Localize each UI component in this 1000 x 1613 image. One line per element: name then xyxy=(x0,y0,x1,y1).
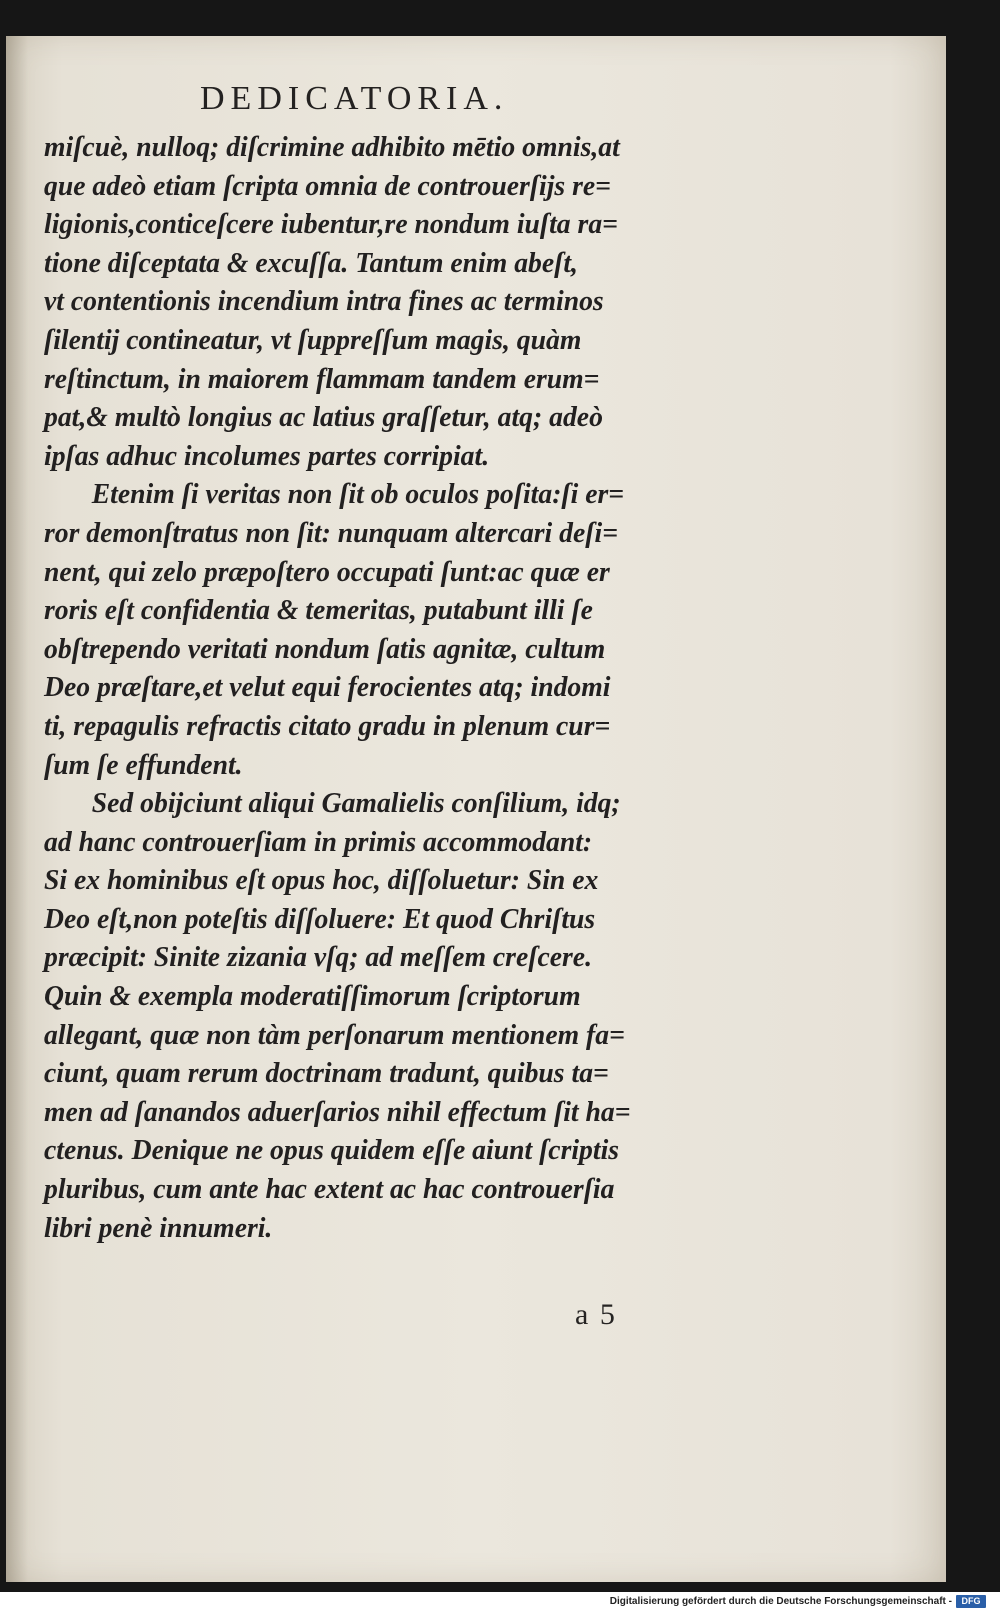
text-line: miſcuè, nulloq; diſcrimine adhibito mētio omnis,at xyxy=(44,131,620,163)
text-line: reſtinctum, in maiorem flammam tandem erum= xyxy=(44,362,600,395)
dfg-logo-icon: DFG xyxy=(956,1595,986,1608)
text-line: ſilentij contineatur, vt ſuppreſſum magis, quàm xyxy=(44,323,582,356)
text-line: vt contentionis incendium intra fines ac terminos xyxy=(44,285,604,318)
text-line: præcipit: Sinite zizania vſq; ad meſſem creſcere. xyxy=(44,941,592,974)
text-line: ror demonſtratus non ſit: nunquam altercari deſi= xyxy=(44,516,618,549)
text-line: men ad ſanandos aduerſarios nihil effectum ſit ha= xyxy=(44,1095,631,1128)
text-line: Si ex hominibus eſt opus hoc, diſſoluetur: Sin ex xyxy=(44,864,599,897)
text-line: ſum ſe effundent. xyxy=(44,748,243,781)
signature-mark: a 5 xyxy=(575,1298,617,1331)
text-line: obſtrependo veritati nondum ſatis agnitæ, cultum xyxy=(44,632,606,665)
text-line: ti, repagulis refractis citato gradu in plenum cur= xyxy=(44,709,611,742)
page-fold-shadow xyxy=(6,36,28,1582)
text-line: roris eſt confidentia & temeritas, putabunt illi ſe xyxy=(44,594,593,627)
text-line: Deo præſtare,et velut equi ferocientes atq; indomi xyxy=(44,671,611,704)
body-text xyxy=(44,128,744,1247)
text-line: pat,& multò longius ac latius graſſetur, atq; adeò xyxy=(44,401,603,434)
text-line: ad hanc controuerſiam in primis accommodant: xyxy=(44,825,593,858)
text-line: tione diſceptata & excuſſa. Tantum enim abeſt, xyxy=(44,246,578,279)
text-line: ctenus. Denique ne opus quidem eſſe aiunt ſcriptis xyxy=(44,1134,620,1167)
text-line: libri penè innumeri. xyxy=(44,1211,273,1244)
text-line: que adeò etiam ſcripta omnia de controuerſijs re= xyxy=(44,169,611,202)
text-line: Etenim ſi veritas non ſit ob oculos poſita:ſi er= xyxy=(91,478,625,511)
footer-credit: Digitalisierung gefördert durch die Deutsche Forschungsgemeinschaft - xyxy=(609,1596,952,1607)
text-line: ipſas adhuc incolumes partes corripiat. xyxy=(44,439,490,472)
text-line: pluribus, cum ante hac extent ac hac controuerſia xyxy=(44,1173,615,1206)
text-line: Quin & exempla moderatiſſimorum ſcriptorum xyxy=(44,980,581,1013)
text-line: allegant, quæ non tàm perſonarum mentionem fa= xyxy=(44,1018,625,1051)
text-line: ciunt, quam rerum doctrinam tradunt, quibus ta= xyxy=(44,1057,609,1090)
page-heading: DEDICATORIA. xyxy=(200,80,509,117)
text-line: Deo eſt,non poteſtis diſſoluere: Et quod Chriſtus xyxy=(44,902,596,935)
text-line: Sed obijciunt aliqui Gamalielis conſilium, idq; xyxy=(91,787,621,820)
text-line: nent, qui zelo præpoſtero occupati ſunt:ac quæ er xyxy=(44,555,610,588)
text-line: ligionis,conticeſcere iubentur,re nondum iuſta ra= xyxy=(44,208,618,241)
